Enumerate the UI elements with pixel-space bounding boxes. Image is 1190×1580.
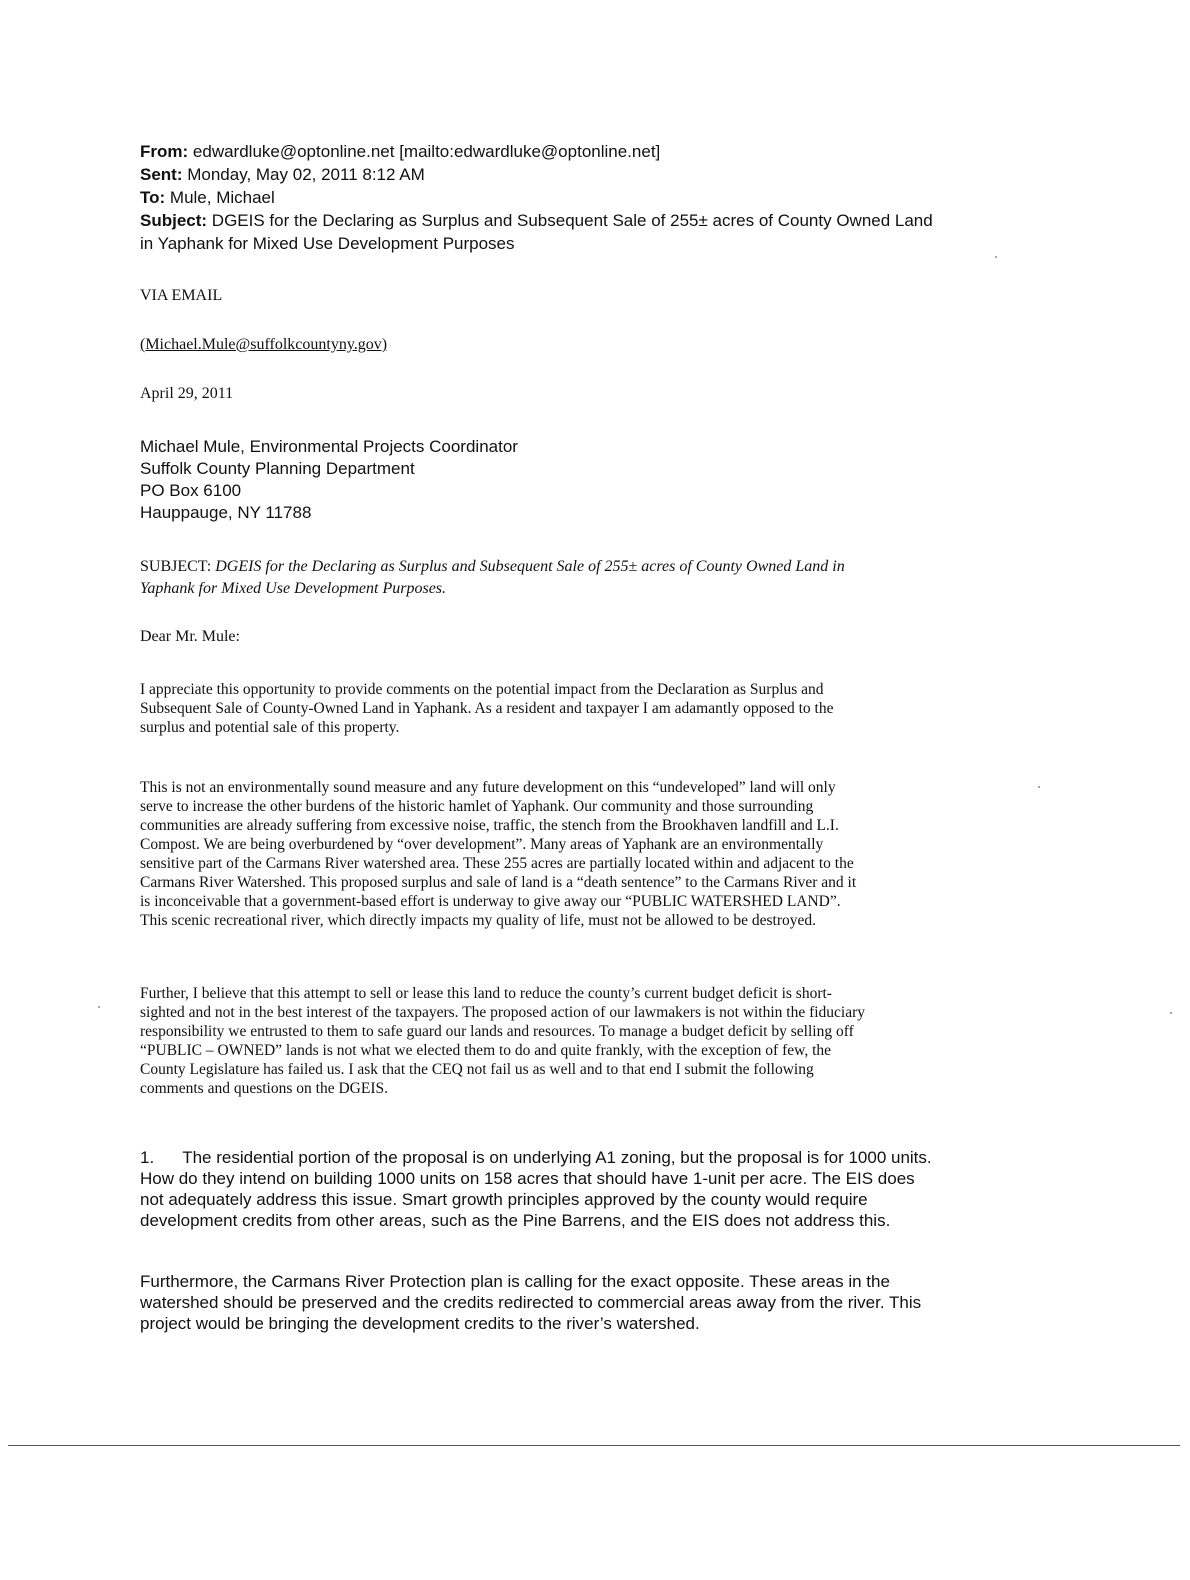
to-row	[140, 186, 1080, 209]
to-label: To:	[140, 188, 166, 207]
letter-subject-line-2	[140, 578, 1040, 600]
paragraph-line: sensitive part of the Carmans River watershed area. These 255 acres are partially located within and adjacent to the	[140, 855, 854, 872]
paragraph-line: sighted and not in the best interest of the taxpayers. The proposed action of our lawmakers is not within the fiduciary	[140, 1004, 866, 1021]
to-value: Mule, Michael	[169, 188, 275, 207]
recipient-email-address: (Michael.Mule@suffolkcountyny.gov)	[140, 336, 388, 353]
paragraph-line: Further, I believe that this attempt to sell or lease this land to reduce the county’s current budget deficit is short-	[140, 985, 832, 1002]
paragraph-2	[140, 778, 1070, 930]
salutation: Dear Mr. Mule:	[140, 628, 240, 645]
paragraph-line: not adequately address this issue. Smart growth principles approved by the county would require	[140, 1190, 868, 1209]
email-header	[140, 140, 1080, 255]
letter-subject	[140, 556, 1040, 600]
paragraph-line: Subsequent Sale of County-Owned Land in Yaphank. As a resident and taxpayer I am adamantly opposed to the	[140, 700, 834, 717]
paragraph-line: communities are already suffering from excessive noise, traffic, the stench from the Brookhaven landfill and L.I.	[140, 817, 839, 834]
from-value: edwardluke@optonline.net [mailto:edwardluke@optonline.net]	[192, 142, 661, 161]
paragraph-line: comments and questions on the DGEIS.	[140, 1080, 388, 1097]
recipient-line-3: PO Box 6100	[140, 481, 242, 500]
paragraph-line: “PUBLIC – OWNED” lands is not what we elected them to do and quite frankly, with the exception of few, the	[140, 1042, 831, 1059]
subject-row	[140, 209, 1080, 232]
paragraph-line: County Legislature has failed us. I ask that the CEQ not fail us as well and to that end I submit the following	[140, 1061, 814, 1078]
paragraph-line: is inconceivable that a government-based effort is underway to give away our “PUBLIC WATERSHED LAND”.	[140, 893, 841, 910]
recipient-line-4: Hauppauge, NY 11788	[140, 503, 312, 522]
letter-subject-line-1	[140, 556, 1040, 578]
sent-label: Sent:	[140, 165, 183, 184]
paragraph-line: Carmans River Watershed. This proposed surplus and sale of land is a “death sentence” to the Carmans River and it	[140, 874, 857, 891]
paragraph-5	[140, 1271, 1060, 1334]
paragraph-line: surplus and potential sale of this property.	[140, 719, 400, 736]
sent-value: Monday, May 02, 2011 8:12 AM	[187, 165, 425, 184]
page-bottom-rule	[8, 1445, 1180, 1446]
sent-row	[140, 163, 1080, 186]
scan-speck	[1170, 1012, 1172, 1014]
letter-subject-text-2: Yaphank for Mixed Use Development Purposes.	[140, 580, 447, 597]
from-label: From:	[140, 142, 189, 161]
letter-subject-text-1: DGEIS for the Declaring as Surplus and Subsequent Sale of 255± acres of County Owned Land in	[215, 558, 845, 575]
subject-value-line1: DGEIS for the Declaring as Surplus and Subsequent Sale of 255± acres of County Owned Land	[211, 211, 933, 230]
recipient-address-block	[140, 436, 1080, 524]
scan-speck	[995, 256, 997, 258]
paragraph-line: This scenic recreational river, which directly impacts my quality of life, must not be allowed to be destroyed.	[140, 912, 817, 929]
comment-item-1	[140, 1147, 1075, 1231]
paragraph-1	[140, 680, 1070, 737]
subject-row-continued	[140, 232, 1080, 255]
subject-value-line2: in Yaphank for Mixed Use Development Purposes	[140, 234, 515, 253]
subject-label: Subject:	[140, 211, 208, 230]
scan-speck	[98, 1006, 100, 1008]
paragraph-line: project would be bringing the development credits to the river’s watershed.	[140, 1314, 700, 1333]
paragraph-line: responsibility we entrusted to them to safe guard our lands and resources. To manage a budget deficit by selling off	[140, 1023, 854, 1040]
paragraph-line: watershed should be preserved and the credits redirected to commercial areas away from the river. This	[140, 1293, 922, 1312]
paragraph-line: serve to increase the other burdens of the historic hamlet of Yaphank. Our community and those surrounding	[140, 798, 814, 815]
paragraph-line: 1. The residential portion of the proposal is on underlying A1 zoning, but the proposal is for 1000 units.	[140, 1148, 932, 1167]
paragraph-3	[140, 984, 1070, 1098]
recipient-line-2: Suffolk County Planning Department	[140, 459, 415, 478]
paragraph-line: This is not an environmentally sound measure and any future development on this “undeveloped” land will only	[140, 779, 836, 796]
recipient-line-1: Michael Mule, Environmental Projects Coordinator	[140, 437, 518, 456]
scan-speck	[1038, 786, 1040, 788]
via-email-label: VIA EMAIL	[140, 287, 223, 304]
paragraph-line: How do they intend on building 1000 units on 158 acres that should have 1-unit per acre. The EIS does	[140, 1169, 915, 1188]
letter-date: April 29, 2011	[140, 385, 234, 402]
from-row	[140, 140, 1080, 163]
letter-subject-label: SUBJECT:	[140, 558, 216, 575]
paragraph-line: Compost. We are being overburdened by “over development”. Many areas of Yaphank are an environmentally	[140, 836, 824, 853]
paragraph-line: I appreciate this opportunity to provide comments on the potential impact from the Declaration as Surplus and	[140, 681, 824, 698]
paragraph-line: Furthermore, the Carmans River Protection plan is calling for the exact opposite. These areas in the	[140, 1272, 890, 1291]
paragraph-line: development credits from other areas, such as the Pine Barrens, and the EIS does not address this.	[140, 1211, 891, 1230]
